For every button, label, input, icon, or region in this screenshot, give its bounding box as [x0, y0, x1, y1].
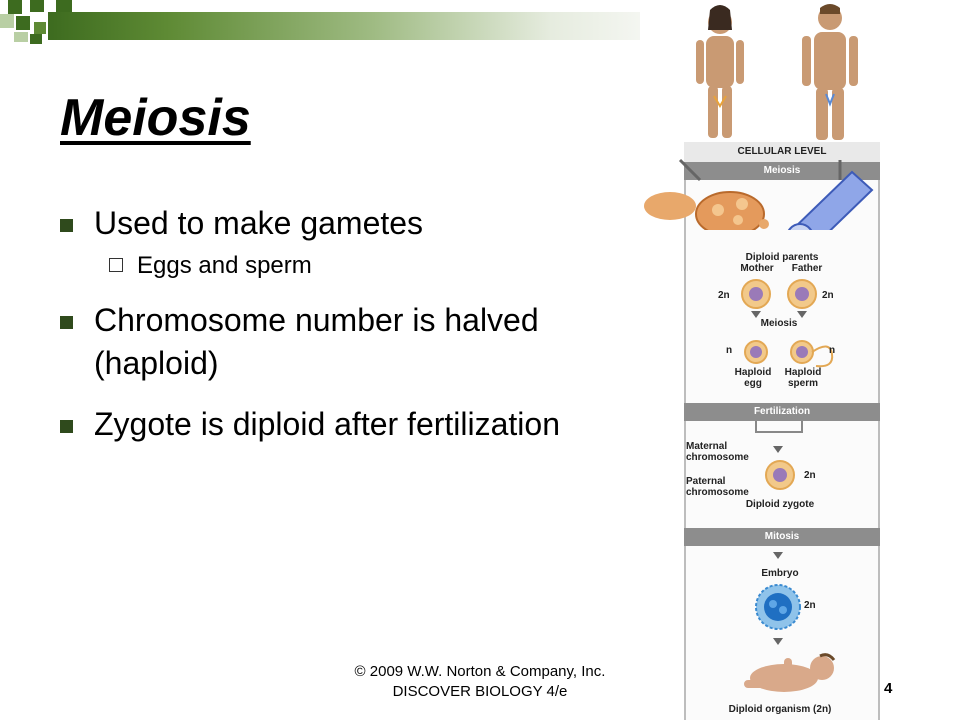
deco-square [30, 0, 44, 12]
ploidy-label-n: n [726, 345, 733, 356]
ovary-testis-illustration [640, 150, 880, 230]
deco-square [56, 0, 72, 12]
page-number: 4 [884, 680, 893, 697]
footer-line: DISCOVER BIOLOGY 4/e [392, 683, 568, 700]
deco-square [14, 32, 28, 42]
embryo-illustration [753, 582, 803, 632]
copyright-footer [330, 662, 630, 702]
zygote-cell [765, 460, 795, 490]
down-arrow-icon [751, 311, 761, 318]
bullet-list [60, 202, 660, 446]
ploidy-label-2n: 2n [804, 470, 816, 481]
deco-square [34, 22, 46, 34]
deco-square [0, 14, 14, 28]
fertilization-header: Fertilization [684, 403, 880, 421]
gradient-band [48, 12, 640, 40]
haploid-sperm-label: Haploid sperm [784, 367, 822, 389]
down-arrow-icon [773, 638, 783, 645]
footer-line: © 2009 W.W. Norton & Company, Inc. [354, 663, 606, 680]
haploid-egg-cell [744, 340, 768, 364]
deco-square [30, 34, 42, 44]
meiosis-figure [640, 0, 880, 720]
baby-illustration [724, 646, 844, 706]
mother-label: Mother [740, 263, 774, 274]
deco-square [16, 16, 30, 30]
maternal-chromosome-label: Maternal chromosome [686, 441, 749, 463]
deco-square [8, 0, 22, 14]
embryo-label: Embryo [761, 568, 799, 579]
checkbox-bullet-icon [109, 258, 123, 272]
mother-cell [741, 279, 771, 309]
bullet-item: Zygote is diploid after fertilization [60, 403, 660, 446]
human-figures-illustration [640, 0, 880, 142]
down-arrow-icon [773, 446, 783, 453]
ploidy-label-2n: 2n [822, 290, 834, 301]
haploid-egg-label: Haploid egg [734, 367, 772, 389]
ploidy-label-2n: 2n [718, 290, 730, 301]
sub-bullet-text: Eggs and sperm [137, 252, 312, 279]
diploid-parents-label: Diploid parents [745, 252, 819, 263]
connector-line [755, 431, 803, 433]
slide-title: Meiosis [60, 89, 251, 147]
diploid-zygote-label: Diploid zygote [745, 499, 815, 510]
sub-bullet-item [60, 251, 660, 281]
father-label: Father [791, 263, 823, 274]
cellular-level-label: CELLULAR LEVEL [684, 142, 880, 162]
meiosis-step-label: Meiosis [760, 318, 798, 329]
paternal-chromosome-label: Paternal chromosome [686, 476, 749, 498]
mitosis-header: Mitosis [684, 528, 880, 546]
bullet-item: Chromosome number is halved (haploid) [60, 299, 660, 385]
ploidy-label-2n: 2n [804, 600, 816, 611]
father-cell [787, 279, 817, 309]
down-arrow-icon [797, 311, 807, 318]
bullet-item: Used to make gametes [60, 202, 660, 245]
down-arrow-icon [773, 552, 783, 559]
diploid-organism-label: Diploid organism (2n) [728, 704, 832, 715]
ploidy-label-n: n [829, 345, 836, 356]
top-decorative-bar [0, 0, 640, 44]
meiosis-header: Meiosis [684, 162, 880, 180]
